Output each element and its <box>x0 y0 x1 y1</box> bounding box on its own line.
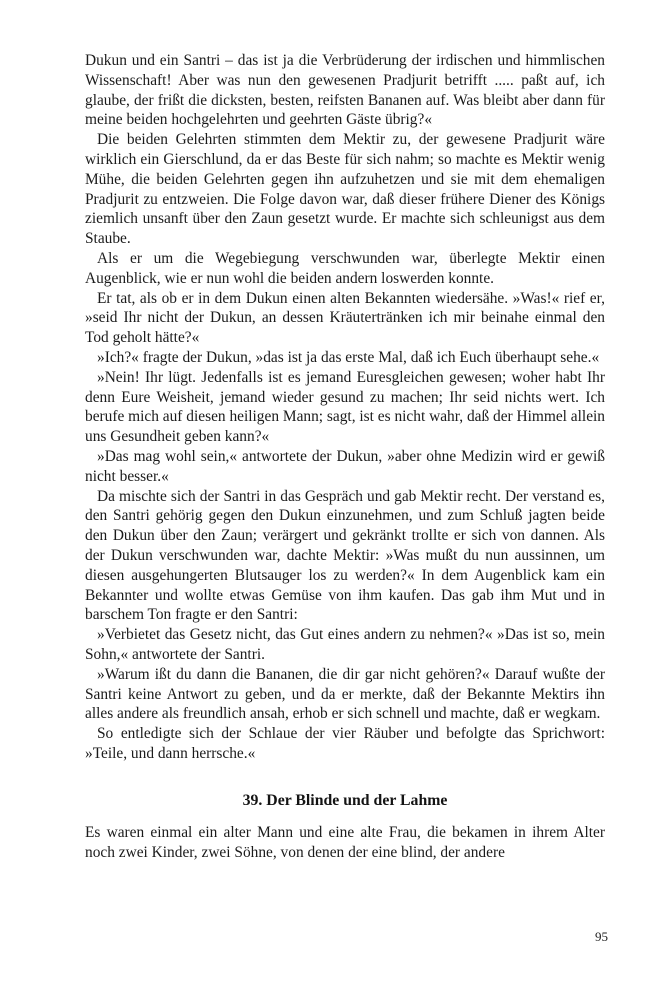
page-number: 95 <box>595 929 608 944</box>
text-column <box>85 51 605 863</box>
chapter-opening-paragraph: Es waren einmal ein alter Mann und eine alte Frau, die bekamen in ihrem Alter noch zwei Kinder, zwei Söhne, von denen der eine blind, der andere <box>85 824 605 862</box>
paragraph: Die beiden Gelehrten stimmten dem Mektir zu, der gewesene Pradjurit wäre wirklich ein Gierschlund, da er das Beste für sich nahm; so machte es Mektir wenig Mühe, die beiden Gelehrten gegen ihn aufzuhetzen und sie mit dem ehemaligen Pradjurit zu entzweien. Die Folge davon war, daß dieser frühere Diener des Königs ziemlich unsanft über den Zaun gesetzt wurde. Er machte sich schleunigst aus dem Staube. <box>85 131 605 248</box>
paragraph: »Verbietet das Gesetz nicht, das Gut eines andern zu nehmen?« »Das ist so, mein Sohn,« antwortete der Santri. <box>85 626 605 663</box>
paragraph: »Warum ißt du dann die Bananen, die dir gar nicht gehören?« Darauf wußte der Santri keine Antwort zu geben, und da er merkte, daß der Bekannte Mektirs ihn alles andere als freundlich ansah, erhob er sich schnell und machte, daß er wegkam. <box>85 665 605 723</box>
paragraph: Dukun und ein Santri – das ist ja die Verbrüderung der irdischen und himmlischen Wissenschaft! Aber was nun den gewesenen Pradjurit betrifft ..... paßt auf, ich glaube, der frißt die dicksten, besten, reifsten Bananen auf. Was bleibt aber dann für meine beiden hochgelehrten und geehrten Gäste übrig?« <box>85 52 605 129</box>
paragraph: »Das mag wohl sein,« antwortete der Dukun, »aber ohne Medizin wird er gewiß nicht besser.« <box>85 447 605 485</box>
paragraph: Er tat, als ob er in dem Dukun einen alten Bekannten wiedersähe. »Was!« rief er, »seid Ihr nicht der Dukun, an dessen Kräutertränken ich mir beinahe einmal den Tod geholt hätte?« <box>85 289 605 347</box>
chapter-heading: 39. Der Blinde und der Lahme <box>242 791 448 809</box>
paragraph: Als er um die Wegebiegung verschwunden war, überlegte Mektir einen Augenblick, wie er nun wohl die beiden andern loswerden konnte. <box>85 249 605 287</box>
paragraph: »Nein! Ihr lügt. Jedenfalls ist es jemand Euresgleichen gewesen; woher habt Ihr denn Eure Weisheit, jemand wieder gesund zu machen; Ihr seid nichts wert. Ich berufe mich auf diesen heiligen Mann; sagt, ist es nicht wahr, daß der Himmel allein uns Gesundheit geben kann?« <box>85 368 605 446</box>
paragraph: »Ich?« fragte der Dukun, »das ist ja das erste Mal, daß ich Euch überhaupt sehe.« <box>97 348 600 366</box>
paragraph: So entledigte sich der Schlaue der vier Räuber und befolgte das Sprichwort: »Teile, und dann herrsche.« <box>85 725 605 762</box>
paragraph: Da mischte sich der Santri in das Gespräch und gab Mektir recht. Der verstand es, den Santri gehörig gegen den Dukun einzunehmen, und zum Schluß jagten beide den Dukun über den Zaun; verärgert und gekränkt trollte er sich von dannen. Als der Dukun verschwunden war, dachte Mektir: »Was mußt du nun aussinnen, um diesen ausgehungerten Blutsauger los zu werden?« In dem Augenblick kam ein Bekannter und wollte etwas Gemüse von ihm kaufen. Das gab ihm Mut und in barschem Ton fragte er den Santri: <box>85 487 605 624</box>
